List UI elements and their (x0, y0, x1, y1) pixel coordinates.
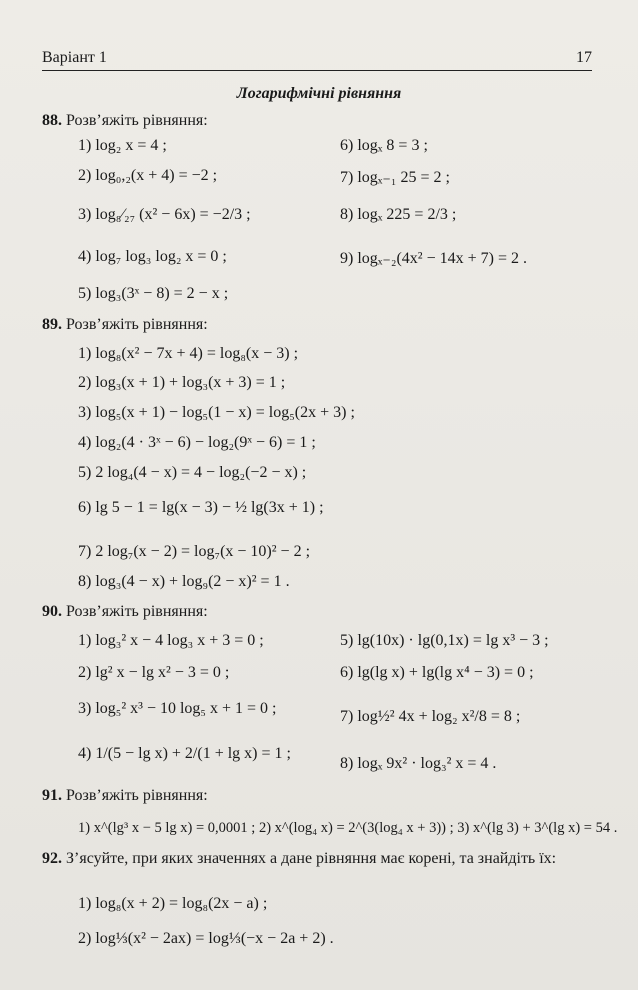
header-variant: Варіант 1 (42, 49, 107, 66)
problem-item: 7) 2 log₇(x − 2) = log₇(x − 10)² − 2 ; (78, 543, 311, 560)
problem-item: 2) log₃(x + 1) + log₃(x + 3) = 1 ; (78, 374, 286, 391)
problem-number: 89. (42, 316, 62, 333)
problem-91-heading (42, 787, 208, 805)
problem-text: Розв’яжіть рівняння: (66, 112, 208, 129)
problem-item: 1) log₂ x = 4 ; (78, 137, 167, 154)
problem-item: 4) log₂(4 · 3ˣ − 6) − log₂(9ˣ − 6) = 1 ; (78, 434, 316, 451)
problem-90-heading (42, 603, 208, 621)
problem-item: 2) log₀,₂(x + 4) = −2 ; (78, 167, 218, 184)
problem-item: 4) 1/(5 − lg x) + 2/(1 + lg x) = 1 ; (78, 745, 291, 762)
problem-item: 1) log₈(x² − 7x + 4) = log₈(x − 3) ; (78, 345, 299, 362)
problem-item: 5) lg(10x) · lg(0,1x) = lg x³ − 3 ; (340, 632, 549, 649)
problem-text: З’ясуйте, при яких значеннях a дане рівняння має корені, та знайдіть їх: (66, 850, 557, 867)
problem-item: 1) log₃² x − 4 log₃ x + 3 = 0 ; (78, 632, 264, 649)
problem-item: 3) log₈⁄₂₇ (x² − 6x) = −2/3 ; (78, 206, 251, 223)
problem-92-heading (42, 848, 583, 870)
problem-number: 90. (42, 603, 62, 620)
problem-item: 3) log₅² x³ − 10 log₅ x + 1 = 0 ; (78, 700, 277, 717)
problem-88-heading (42, 112, 208, 130)
problem-item: 2) lg² x − lg x² − 3 = 0 ; (78, 664, 230, 681)
problem-item: 7) log½² 4x + log₂ x²/8 = 8 ; (340, 708, 521, 725)
problem-number: 92. (42, 850, 62, 867)
problem-item: 1) log₈(x + 2) = log₈(2x − a) ; (78, 895, 268, 912)
problem-item: 6) lg 5 − 1 = lg(x − 3) − ½ lg(3x + 1) ; (78, 499, 324, 516)
problem-item: 5) 2 log₄(4 − x) = 4 − log₂(−2 − x) ; (78, 464, 307, 481)
problem-item: 7) logₓ₋₁ 25 = 2 ; (340, 169, 450, 186)
problem-number: 91. (42, 787, 62, 804)
problem-text: Розв’яжіть рівняння: (66, 603, 208, 620)
problem-item: 2) log⅓(x² − 2ax) = log⅓(−x − 2a + 2) . (78, 930, 334, 947)
problem-text: Розв’яжіть рівняння: (66, 787, 208, 804)
problem-item: 1) x^(lg³ x − 5 lg x) = 0,0001 ; 2) x^(log₄ x) = 2^(3(log₄ x + 3)) ; 3) x^(lg 3) + 3^(lg x) = 54 . (78, 820, 618, 836)
problem-number: 88. (42, 112, 62, 129)
problem-item: 4) log₇ log₃ log₂ x = 0 ; (78, 248, 227, 265)
problem-item: 3) log₅(x + 1) − log₅(1 − x) = log₅(2x + 3) ; (78, 404, 355, 421)
problem-item: 9) logₓ₋₂(4x² − 14x + 7) = 2 . (340, 250, 527, 267)
problem-item: 6) lg(lg x) + lg(lg x⁴ − 3) = 0 ; (340, 664, 534, 681)
problem-item: 8) logₓ 225 = 2/3 ; (340, 206, 457, 223)
problem-item: 8) logₓ 9x² · log₃² x = 4 . (340, 755, 497, 772)
problem-item: 6) logₓ 8 = 3 ; (340, 137, 428, 154)
problem-item: 8) log₃(4 − x) + log₉(2 − x)² = 1 . (78, 573, 290, 590)
problem-item: 5) log₃(3ˣ − 8) = 2 − x ; (78, 285, 229, 302)
page-number: 17 (576, 49, 592, 66)
page-header (42, 48, 592, 71)
section-title: Логарифмічні рівняння (236, 85, 402, 102)
problem-text: Розв’яжіть рівняння: (66, 316, 208, 333)
problem-89-heading (42, 316, 208, 334)
